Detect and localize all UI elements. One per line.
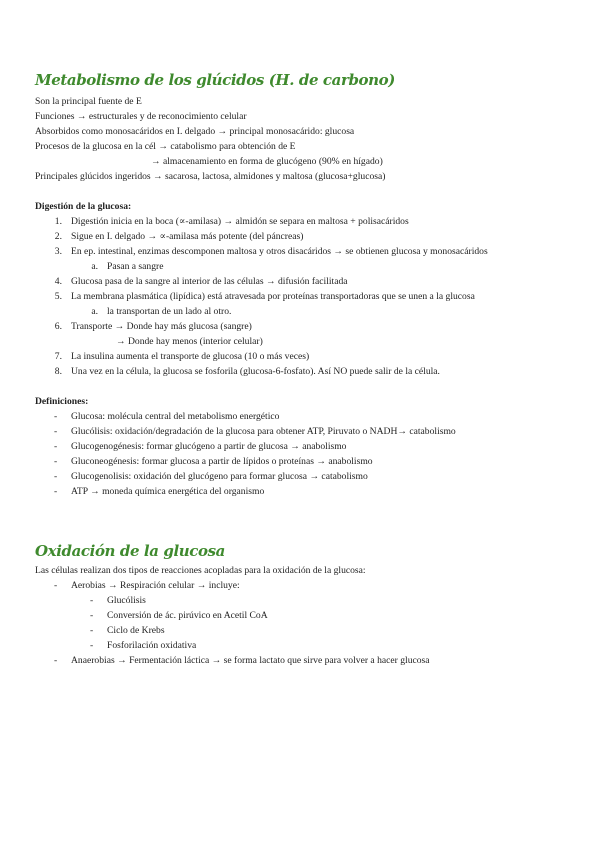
bullet-dash: -	[90, 610, 94, 621]
list-item: Pasan a sangre	[107, 261, 164, 272]
bullet-dash: -	[90, 625, 94, 636]
bullet-dash: -	[54, 486, 58, 497]
list-marker: 1.	[54, 216, 62, 227]
definition-item: Glucólisis: oxidación/degradación de la glucosa para obtener ATP, Piruvato o NADH→ catabolismo	[71, 426, 456, 437]
intro-line: Procesos de la glucosa en la cél → catabolismo para obtención de E	[35, 141, 296, 152]
section-title-metabolismo: Metabolismo de los glúcidos (H. de carbono)	[35, 71, 395, 89]
list-item: La insulina aumenta el transporte de glucosa (10 o más veces)	[71, 351, 310, 362]
definitions-heading: Definiciones:	[35, 396, 89, 407]
list-marker: 3.	[54, 246, 62, 257]
list-marker: 6.	[54, 321, 62, 332]
anaerobias-item: Anaerobias → Fermentación láctica → se forma lactato que sirve para volver a hacer glucosa	[71, 655, 430, 666]
intro-line: → almacenamiento en forma de glucógeno (90% en hígado)	[151, 156, 383, 167]
list-item: Una vez en la célula, la glucosa se fosforila (glucosa-6-fosfato). Así NO puede salir de la célula.	[71, 366, 440, 377]
list-item: la transportan de un lado al otro.	[107, 306, 232, 317]
list-marker: a.	[91, 306, 98, 317]
definition-item: Glucogenogénesis: formar glucógeno a partir de glucosa → anabolismo	[71, 441, 347, 452]
bullet-dash: -	[54, 471, 58, 482]
bullet-dash: -	[54, 580, 58, 591]
section-title-oxidacion: Oxidación de la glucosa	[35, 542, 225, 560]
definition-item: ATP → moneda química energética del organismo	[71, 486, 265, 497]
intro-line: Son la principal fuente de E	[35, 96, 142, 107]
list-item: En ep. intestinal, enzimas descomponen maltosa y otros disacáridos → se obtienen glucosa y monosacáridos	[71, 246, 488, 257]
sub-item: Glucólisis	[107, 595, 146, 606]
list-marker: 2.	[54, 231, 62, 242]
list-marker: a.	[91, 261, 98, 272]
bullet-dash: -	[54, 411, 58, 422]
aerobias-item: Aerobias → Respiración celular → incluye:	[71, 580, 240, 591]
sub-item: Conversión de ác. pirúvico en Acetil CoA	[107, 610, 268, 621]
intro-line: Principales glúcidos ingeridos → sacarosa, lactosa, almidones y maltosa (glucosa+glucosa)	[35, 171, 386, 182]
definition-item: Glucogenolisis: oxidación del glucógeno para formar glucosa → catabolismo	[71, 471, 368, 482]
list-marker: 8.	[54, 366, 62, 377]
list-item: Sigue en I. delgado → ∝-amilasa más potente (del páncreas)	[71, 231, 304, 242]
bullet-dash: -	[54, 441, 58, 452]
bullet-dash: -	[54, 655, 58, 666]
oxidation-intro: Las células realizan dos tipos de reacciones acopladas para la oxidación de la glucosa:	[35, 565, 366, 576]
intro-line: Funciones → estructurales y de reconocimiento celular	[35, 111, 247, 122]
bullet-dash: -	[54, 426, 58, 437]
list-item: Glucosa pasa de la sangre al interior de las células → difusión facilitada	[71, 276, 348, 287]
digestion-heading: Digestión de la glucosa:	[35, 201, 132, 212]
definition-item: Glucosa: molécula central del metabolismo energético	[71, 411, 280, 422]
list-item: → Donde hay menos (interior celular)	[116, 336, 263, 347]
sub-item: Fosforilación oxidativa	[107, 640, 197, 651]
list-item: La membrana plasmática (lipídica) está atravesada por proteínas transportadoras que se unen a la glucosa	[71, 291, 475, 302]
bullet-dash: -	[54, 456, 58, 467]
bullet-dash: -	[90, 595, 94, 606]
list-marker: 5.	[54, 291, 62, 302]
list-marker: 7.	[54, 351, 62, 362]
sub-item: Ciclo de Krebs	[107, 625, 165, 636]
intro-line: Absorbidos como monosacáridos en I. delgado → principal monosacárido: glucosa	[35, 126, 355, 137]
bullet-dash: -	[90, 640, 94, 651]
list-marker: 4.	[54, 276, 62, 287]
list-item: Digestión inicia en la boca (∝-amilasa) → almidón se separa en maltosa + polisacáridos	[71, 216, 409, 227]
list-item: Transporte → Donde hay más glucosa (sangre)	[71, 321, 252, 332]
definition-item: Gluconeogénesis: formar glucosa a partir de lípidos o proteínas → anabolismo	[71, 456, 373, 467]
